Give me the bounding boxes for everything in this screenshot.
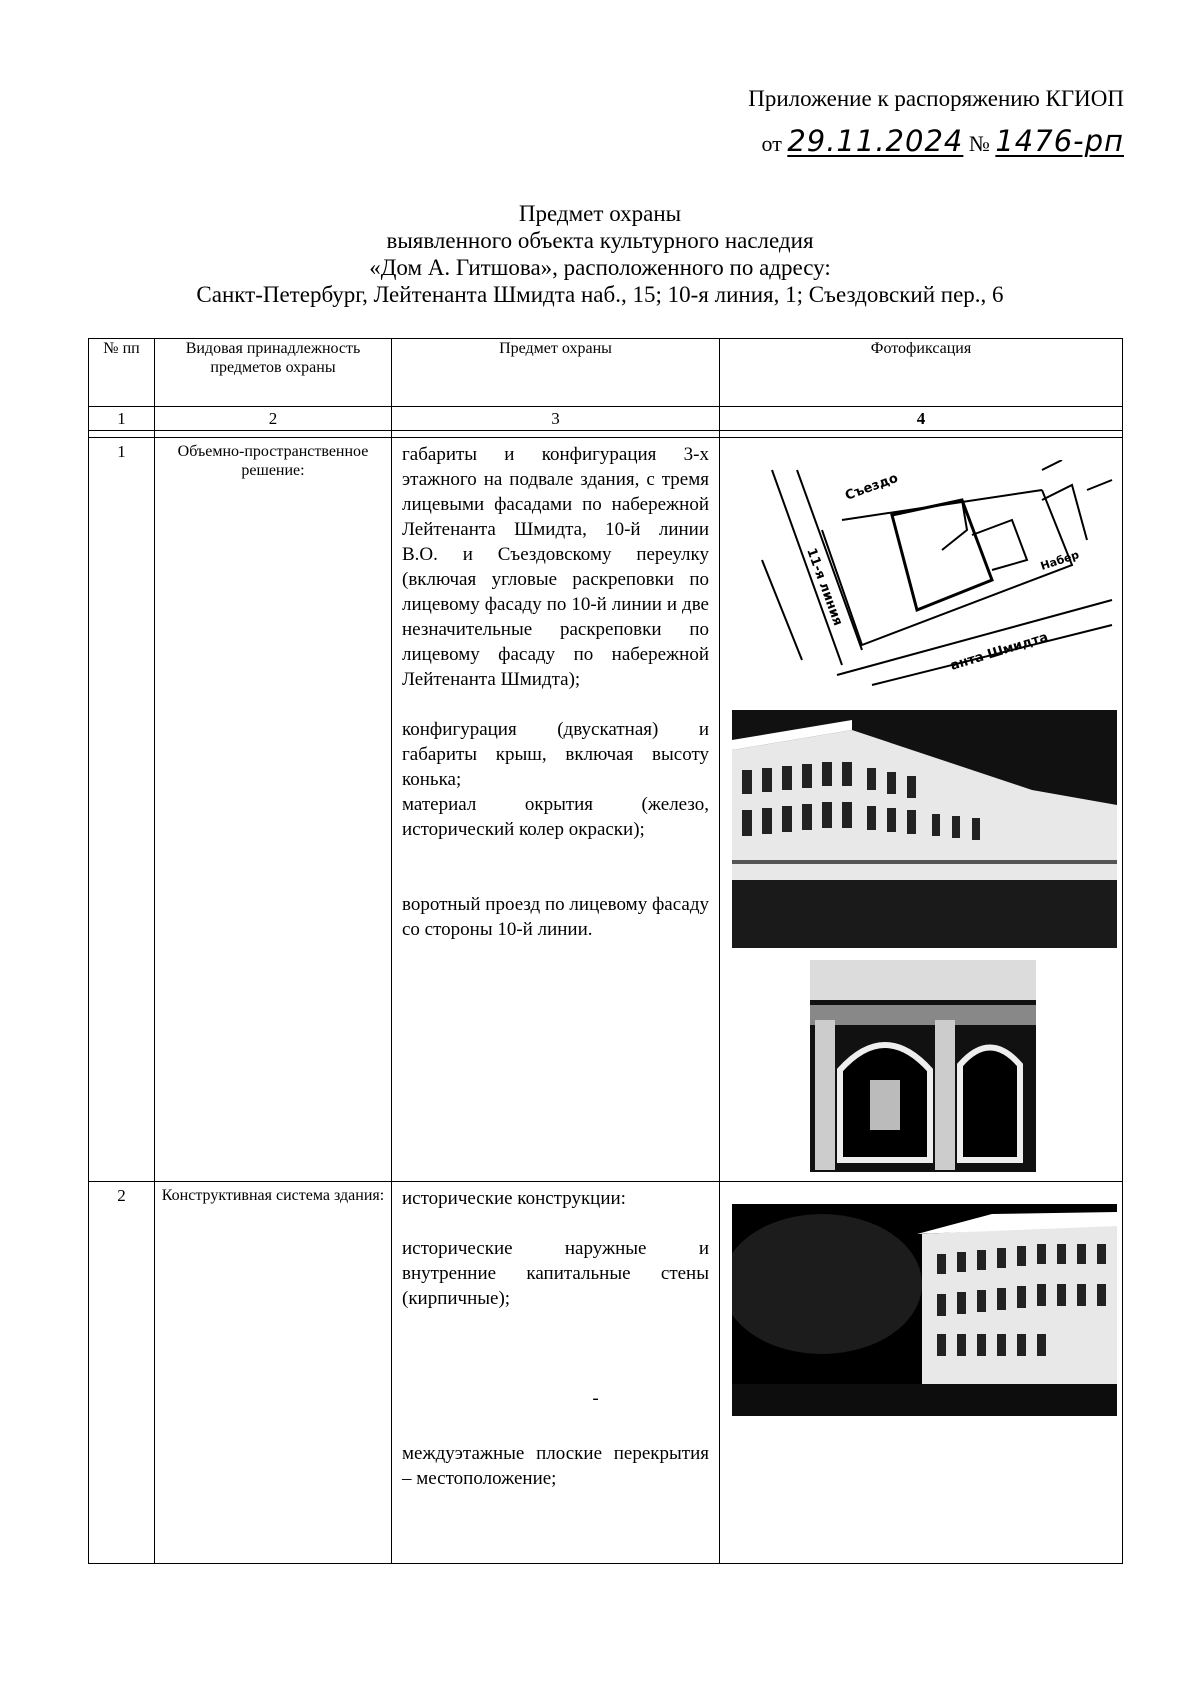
row-subject: [392, 438, 720, 1182]
order-reference: [704, 126, 1124, 159]
row-number: 2: [89, 1182, 155, 1564]
order-date: 29.11.2024: [787, 124, 964, 158]
building-photo: [732, 1204, 1117, 1416]
site-plan-drawing: [742, 460, 1114, 696]
map-label-line: 11-я линия: [803, 546, 846, 628]
row-photos: [720, 438, 1123, 1182]
order-number: 1476-рп: [995, 124, 1124, 158]
column-number: 3: [392, 407, 720, 431]
title-line-2: выявленного объекта культурного наследия: [386, 228, 814, 253]
row-category: Конструктивная система здания:: [155, 1182, 392, 1564]
gateway-photo: [810, 960, 1036, 1172]
table-row: [89, 1182, 1123, 1564]
gateway-photo-drawing: [810, 960, 1036, 1172]
annex-label: Приложение к распоряжению КГИОП: [748, 86, 1124, 111]
facade-photo-drawing: [732, 710, 1117, 948]
subject-item: габариты и конфигурация 3-х этажного на подвале здания, с тремя лицевыми фасадами по набережной Лейтенанта Шмидта, 10-й линии В.О. и Съездовскому переулку (включая угловые раскреповки по лицевому фасаду по 10-й линии и две незначительные раскреповки по лицевому фасаду по набережной Лейтенанта Шмидта);: [402, 444, 709, 690]
row-photos: [720, 1182, 1123, 1564]
subject-item: конфигурация (двускатная) и габариты крыш, включая высоту конька;: [402, 719, 709, 790]
header-photo: Фотофиксация: [720, 339, 1123, 407]
from-label: от: [761, 131, 782, 156]
row-category: Объемно-пространственное решение:: [155, 438, 392, 1182]
facade-photo: [732, 710, 1117, 948]
document-title: [60, 200, 1140, 308]
map-label-bottom: анта Шмидта: [948, 629, 1050, 674]
subject-item: воротный проезд по лицевому фасаду со стороны 10-й линии.: [402, 894, 709, 940]
row-subject: [392, 1182, 720, 1564]
subject-item: междуэтажные плоские перекрытия – местоположение;: [402, 1443, 709, 1489]
header-subject: Предмет охраны: [392, 339, 720, 407]
protection-subject-table: [88, 338, 1123, 1564]
column-number: 2: [155, 407, 392, 431]
row-number: 1: [89, 438, 155, 1182]
map-label-street: Съездо: [843, 470, 901, 504]
table-row: [89, 438, 1123, 1182]
column-number: 4: [720, 407, 1123, 431]
subject-item: материал окрытия (железо, исторический колер окраски);: [402, 794, 709, 840]
title-line-3: «Дом А. Гитшова», расположенного по адресу:: [369, 255, 831, 280]
map-label-embankment: Набер: [1038, 548, 1081, 573]
building-photo-drawing: [732, 1204, 1117, 1416]
subject-item: -: [592, 1388, 599, 1409]
table-header-row: [89, 339, 1123, 407]
subject-item: исторические конструкции:: [402, 1188, 626, 1209]
number-sign: №: [968, 131, 990, 156]
subject-item: исторические наружные и внутренние капитальные стены (кирпичные);: [402, 1238, 709, 1309]
separator-row: [89, 431, 1123, 438]
title-line-4: Санкт-Петербург, Лейтенанта Шмидта наб., 15; 10-я линия, 1; Съездовский пер., 6: [196, 282, 1004, 307]
title-line-1: Предмет охраны: [518, 201, 682, 226]
column-numbers-row: [89, 407, 1123, 431]
annex-header: [704, 84, 1124, 159]
header-number: № пп: [89, 339, 155, 407]
header-category: Видовая принадлежность предметов охраны: [155, 339, 392, 407]
site-plan-image: [742, 460, 1114, 696]
column-number: 1: [89, 407, 155, 431]
